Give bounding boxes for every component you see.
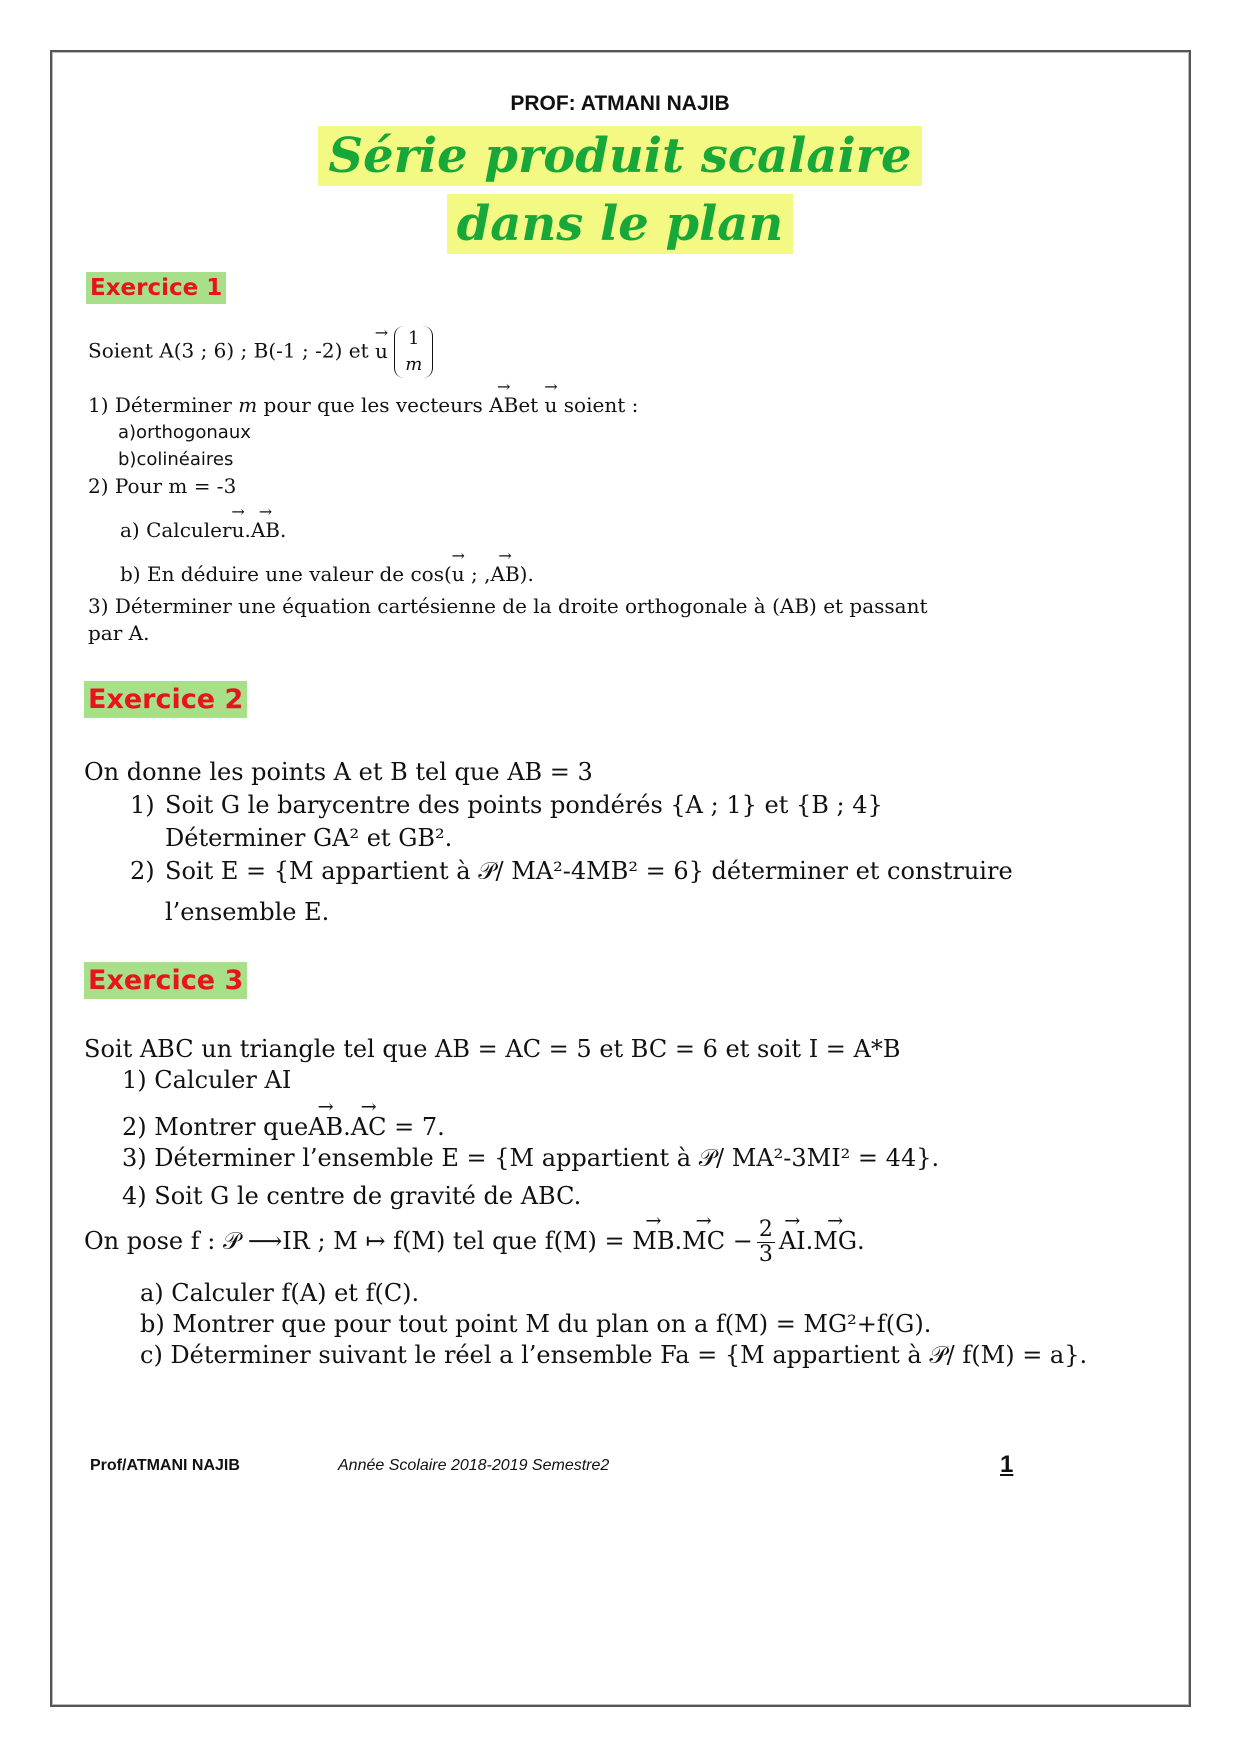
exercise-3-intro: Soit ABC un triangle tel que AB = AC = 5 et BC = 6 et soit I = A*B <box>84 1035 901 1063</box>
exercise-3-q2: 2) Montrer que→ AB.→ AC = 7. <box>122 1113 445 1141</box>
footer-school-year: Année Scolaire 2018-2019 Semestre2 <box>338 1457 610 1474</box>
exercise-3-qa: a) Calculer f(A) et f(C). <box>140 1279 420 1307</box>
exercise-1-q2a: a) Calculer→ u.→ AB. <box>120 518 286 542</box>
page-number: 1 <box>1000 1451 1014 1478</box>
exercise-2-heading: Exercice 2 <box>84 681 247 718</box>
exercise-1-question-1: 1) Déterminer m pour que les vecteurs → ABet → u soient : <box>88 393 638 417</box>
exercise-2-q2-line-2: l’ensemble E. <box>165 898 330 926</box>
exercise-2-intro: On donne les points A et B tel que AB = 3 <box>84 758 593 786</box>
exercise-1-question-2: 2) Pour m = -3 <box>88 474 237 498</box>
vector-u-components: 1 m <box>394 326 433 378</box>
exercise-2-q1-line-1: Soit G le barycentre des points pondérés {A ; 1} et {B ; 4} <box>165 791 883 819</box>
fraction-two-thirds: $\frac{2}{3}$ <box>758 1217 773 1267</box>
title-line-2: dans le plan <box>0 196 1240 252</box>
exercise-3-q4: 4) Soit G le centre de gravité de ABC. <box>122 1182 582 1210</box>
exercise-1-intro: Soient A(3 ; 6) ; B(-1 ; -2) et → u 1 m <box>88 326 433 378</box>
exercise-2-q2-number: 2) <box>130 857 155 885</box>
exercise-3-q1: 1) Calculer AI <box>122 1066 292 1094</box>
exercise-1-q1a: a)orthogonaux <box>118 422 251 443</box>
footer-author: Prof/ATMANI NAJIB <box>90 1457 240 1474</box>
exercise-1-heading: Exercice 1 <box>86 272 226 304</box>
exercise-3-qb: b) Montrer que pour tout point M du plan on a f(M) = MG²+f(G). <box>140 1310 932 1338</box>
exercise-3-heading: Exercice 3 <box>84 962 247 999</box>
exercise-3-function-definition: On pose f : 𝒫 ⟶IR ; M ↦ f(M) tel que f(M) = → MB.→ MC − $\frac{2}{3}$ → AI.→ MG. <box>84 1218 865 1267</box>
author-header: PROF: ATMANI NAJIB <box>510 92 730 115</box>
exercise-2-q2-line-1: Soit E = {M appartient à 𝒫/ MA²-4MB² = 6} déterminer et construire <box>165 857 1013 885</box>
exercise-1-q2b: b) En déduire une valeur de cos(→ u ; ,→ AB). <box>120 562 534 586</box>
title-line-1: Série produit scalaire <box>0 128 1240 184</box>
exercise-1-q3-line-1: 3) Déterminer une équation cartésienne de la droite orthogonale à (AB) et passant <box>88 594 928 618</box>
exercise-2-q1-number: 1) <box>130 791 155 819</box>
exercise-3-q3: 3) Déterminer l’ensemble E = {M appartient à 𝒫/ MA²-3MI² = 44}. <box>122 1144 940 1172</box>
exercise-2-q1-line-2: Déterminer GA² et GB². <box>165 824 453 852</box>
exercise-3-qc: c) Déterminer suivant le réel a l’ensemble Fa = {M appartient à 𝒫/ f(M) = a}. <box>140 1341 1088 1369</box>
exercise-1-q3-line-2: par A. <box>88 621 150 645</box>
exercise-1-q1b: b)colinéaires <box>118 449 234 470</box>
